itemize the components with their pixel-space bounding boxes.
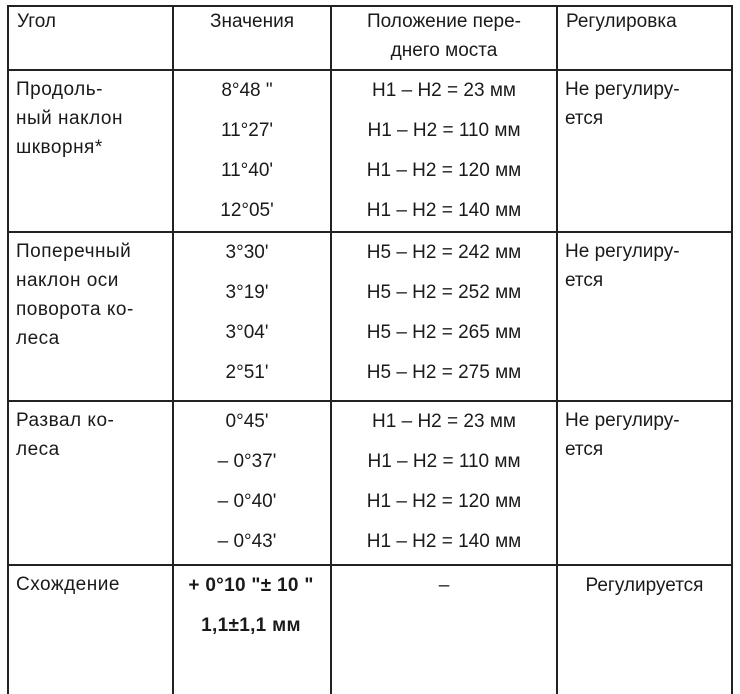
angle-line: Развал ко- — [16, 410, 115, 431]
position-cell — [331, 232, 557, 401]
angle-line: леса — [16, 439, 60, 460]
angle-line: шкворня* — [16, 137, 103, 158]
adjustment-line: Не регулиру- — [565, 410, 680, 431]
value-item: 11°27' — [220, 120, 274, 141]
angle-line: Поперечный — [16, 241, 132, 262]
position-item: H1 – H2 = 140 мм — [366, 200, 522, 221]
position-item: H1 – H2 = 23 мм — [372, 411, 516, 432]
position-item: H5 – H2 = 275 мм — [366, 362, 522, 383]
position-cell — [331, 401, 557, 565]
value-item: 1,1±1,1 мм — [201, 615, 301, 636]
position-cell — [331, 70, 557, 232]
table-row — [8, 232, 732, 401]
adjustment-line: Не регулиру- — [565, 241, 680, 262]
adjustment-cell — [557, 70, 732, 232]
position-item: H1 – H2 = 110 мм — [367, 451, 521, 472]
position-item: – — [438, 575, 450, 596]
value-item: 3°04' — [225, 322, 269, 343]
header-position — [331, 6, 557, 70]
angle-cell — [8, 232, 173, 401]
adjustment-cell — [557, 232, 732, 401]
table-header-row — [8, 6, 732, 70]
angle-line: Продоль- — [16, 79, 103, 100]
header-adjustment: Регулировка — [557, 6, 732, 70]
position-cell — [331, 565, 557, 694]
adjustment-cell — [557, 401, 732, 565]
adjustment-cell — [557, 565, 732, 694]
value-item: – 0°37' — [217, 451, 277, 472]
position-item: H1 – H2 = 120 мм — [366, 491, 522, 512]
position-item: H5 – H2 = 252 мм — [366, 282, 522, 303]
values-cell — [173, 401, 331, 565]
angle-cell — [8, 401, 173, 565]
header-angle: Угол — [8, 6, 173, 70]
values-cell — [173, 232, 331, 401]
adjustment-line: Не регулиру- — [565, 79, 680, 100]
value-item: 0°45' — [225, 411, 269, 432]
angle-line: Схождение — [16, 574, 120, 595]
value-item: 8°48 " — [221, 80, 273, 101]
adjustment-line: ется — [565, 270, 604, 291]
header-position-line1: Положение пере- — [366, 11, 521, 32]
position-item: H1 – H2 = 23 мм — [372, 80, 516, 101]
value-item: 3°19' — [225, 282, 269, 303]
position-item: H5 – H2 = 265 мм — [366, 322, 522, 343]
value-item: 3°30' — [225, 242, 269, 263]
angle-line: ный наклон — [16, 108, 123, 129]
values-cell — [173, 565, 331, 694]
adjustment-line: ется — [565, 108, 604, 129]
table-row — [8, 565, 732, 694]
position-item: H5 – H2 = 242 мм — [366, 242, 522, 263]
value-item: – 0°40' — [217, 491, 277, 512]
table-row — [8, 70, 732, 232]
adjustment-line: Регулируется — [585, 575, 704, 596]
value-item: 2°51' — [225, 362, 269, 383]
angle-line: наклон оси — [16, 270, 119, 291]
position-item: H1 – H2 = 140 мм — [366, 531, 522, 552]
value-item: + 0°10 "± 10 " — [188, 575, 314, 596]
adjustment-line: ется — [565, 439, 604, 460]
angle-cell — [8, 565, 173, 694]
header-position-line2: днего моста — [390, 40, 498, 61]
value-item: – 0°43' — [217, 531, 277, 552]
position-item: H1 – H2 = 120 мм — [366, 160, 522, 181]
angle-line: леса — [16, 328, 60, 349]
angle-line: поворота ко- — [16, 299, 134, 320]
wheel-alignment-table — [7, 5, 733, 694]
value-item: 12°05' — [220, 200, 274, 221]
position-item: H1 – H2 = 110 мм — [367, 120, 521, 141]
table-row — [8, 401, 732, 565]
header-values: Значения — [173, 6, 331, 70]
values-cell — [173, 70, 331, 232]
angle-cell — [8, 70, 173, 232]
value-item: 11°40' — [220, 160, 274, 181]
